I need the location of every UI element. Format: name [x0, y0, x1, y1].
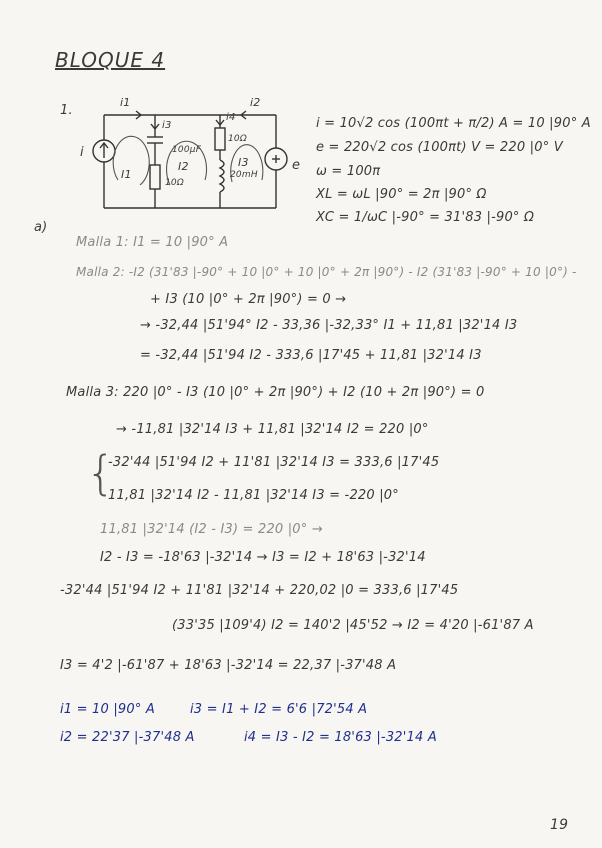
mesh2-line4: = -32,44 |51'94 I2 - 333,6 |17'45 + 11,81 |32'14 I3 [140, 348, 482, 363]
label-i4: i4 [226, 112, 236, 123]
system-equation-2: 11,81 |32'14 I2 - 11,81 |32'14 I3 = -220 |0° [108, 488, 399, 503]
i2-solution: (33'35 |109'4) I2 = 140'2 |45'52 → I2 = 4'20 |-61'87 A [172, 618, 534, 633]
result-i1: i1 = 10 |90° A [60, 702, 155, 717]
given-xc: XC = 1/ωC |-90° = 31'83 |-90° Ω [316, 210, 535, 225]
given-source-current: i = 10√2 cos (100πt + π/2) A = 10 |90° A [316, 116, 591, 131]
mesh2-line3: → -32,44 |51'94° I2 - 33,36 |-32,33° I1 + 11,81 |32'14 I3 [140, 318, 518, 333]
mesh3-equation: Malla 3: 220 |0° - I3 (10 |0° + 2π |90°) + I2 (10 + 2π |90°) = 0 [66, 385, 485, 400]
part-label: a) [34, 220, 48, 235]
label-mesh2: I2 [178, 160, 189, 173]
result-i2: i2 = 22'37 |-37'48 A [60, 730, 195, 745]
i3-solution: I3 = 4'2 |-61'87 + 18'63 |-32'14 = 22,37 |-37'48 A [60, 658, 397, 673]
page-title: BLOQUE 4 [55, 48, 166, 72]
inductor-symbol [220, 160, 224, 192]
mesh2-equation: Malla 2: -I2 (31'83 |-90° + 10 |0° + 10 |0° + 2π |90°) - I2 (31'83 |-90° + 10 |0°) - [76, 265, 577, 279]
label-r2: 10Ω [228, 134, 247, 144]
label-i1: i1 [120, 96, 131, 109]
mesh3-line2: → -11,81 |32'14 I3 + 11,81 |32'14 I2 = 220 |0° [116, 422, 429, 437]
label-i2: i2 [250, 96, 261, 109]
label-inductor: 20mH [230, 170, 258, 180]
label-source-e: e [292, 158, 301, 173]
resistor-r2-symbol [215, 128, 225, 150]
label-r1: 10Ω [165, 178, 184, 188]
given-omega: ω = 100π [316, 164, 381, 179]
mesh1-equation: Malla 1: I1 = 10 |90° A [76, 235, 229, 250]
i3-substitution: I2 - I3 = -18'63 |-32'14 → I3 = I2 + 18'63 |-32'14 [100, 550, 426, 565]
substituted-equation: -32'44 |51'94 I2 + 11'81 |32'14 + 220,02 |0 = 333,6 |17'45 [60, 583, 459, 598]
problem-number: 1. [60, 103, 73, 118]
system-equation-1: -32'44 |51'94 I2 + 11'81 |32'14 I3 = 333,6 |17'45 [108, 455, 440, 470]
result-i3: i3 = I1 + I2 = 6'6 |72'54 A [190, 702, 368, 717]
resistor-r1-symbol [150, 165, 160, 189]
label-mesh1: I1 [121, 168, 132, 181]
label-source-i: i [80, 145, 84, 160]
given-xl: XL = ωL |90° = 2π |90° Ω [316, 187, 487, 202]
result-i4: i4 = I3 - I2 = 18'63 |-32'14 A [244, 730, 437, 745]
given-source-voltage: e = 220√2 cos (100πt) V = 220 |0° V [316, 140, 563, 155]
label-i3: i3 [162, 120, 172, 131]
system-brace: { [86, 446, 116, 500]
label-capacitor: 100μF [172, 145, 202, 155]
mesh2-line2: + I3 (10 |0° + 2π |90°) = 0 → [150, 292, 347, 307]
page-number: 19 [550, 817, 569, 833]
label-mesh3: I3 [238, 156, 249, 169]
difference-equation: 11,81 |32'14 (I2 - I3) = 220 |0° → [100, 522, 323, 537]
